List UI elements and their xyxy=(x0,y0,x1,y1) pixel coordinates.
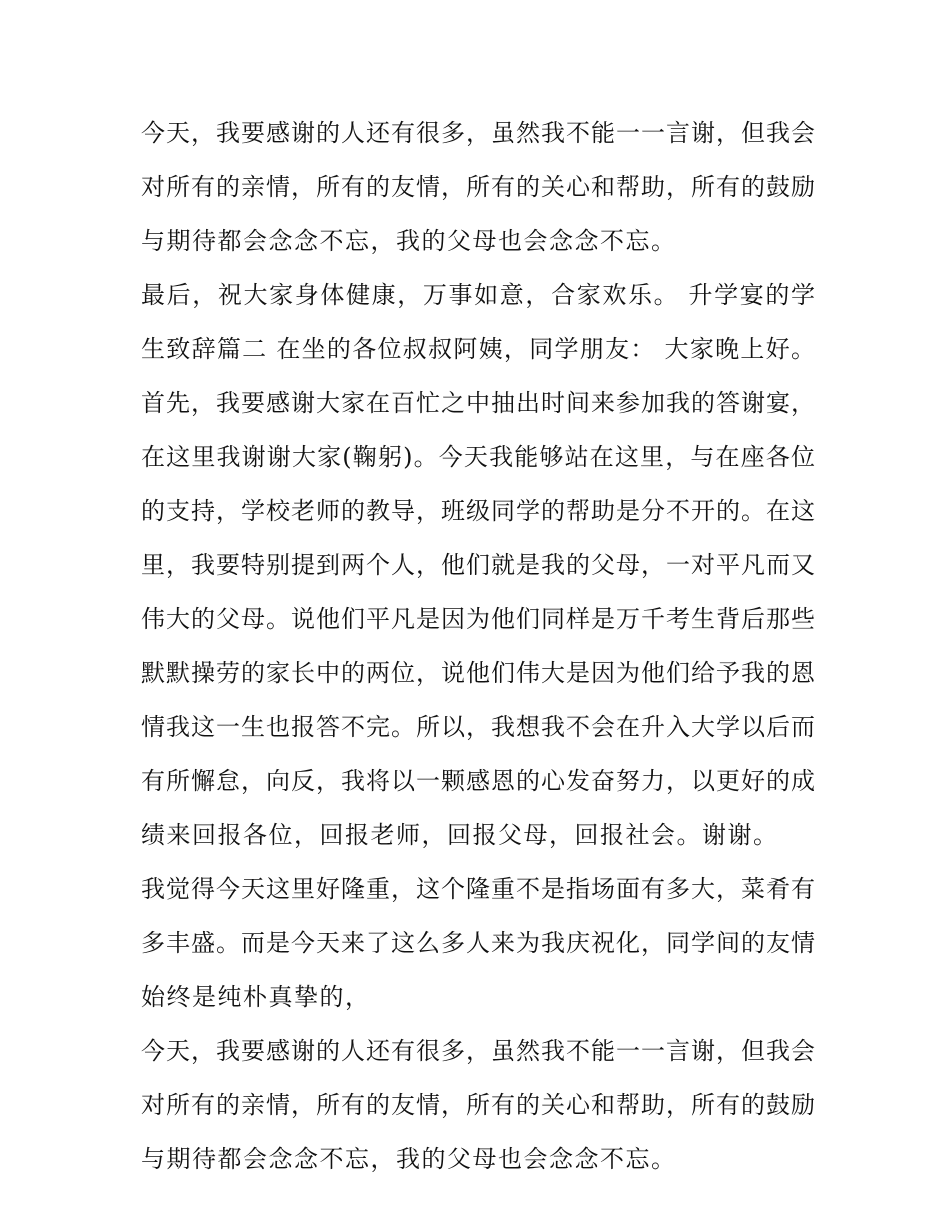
text-line: 的支持，学校老师的教导，班级同学的帮助是分不开的。在这 xyxy=(141,497,815,525)
text-line: 与期待都会念念不忘，我的父母也会念念不忘。 xyxy=(141,1145,677,1173)
text-line: 绩来回报各位，回报老师，回报父母，回报社会。谢谢。 xyxy=(141,821,779,849)
text-line: 在这里我谢谢大家(鞠躬)。今天我能够站在这里，与在座各位 xyxy=(141,443,815,471)
text-line: 多丰盛。而是今天来了这么多人来为我庆祝化，同学间的友情 xyxy=(141,929,815,957)
text-line: 今天，我要感谢的人还有很多，虽然我不能一一言谢，但我会 xyxy=(141,1037,815,1065)
text-line: 始终是纯朴真挚的， xyxy=(141,983,371,1011)
text-line: 首先，我要感谢大家在百忙之中抽出时间来参加我的答谢宴， xyxy=(141,389,815,417)
text-line: 与期待都会念念不忘，我的父母也会念念不忘。 xyxy=(141,227,677,255)
text-line: 有所懈怠，向反，我将以一颗感恩的心发奋努力，以更好的成 xyxy=(141,767,815,795)
text-line: 我觉得今天这里好隆重，这个隆重不是指场面有多大，菜肴有 xyxy=(141,875,815,903)
text-line: 里，我要特别提到两个人，他们就是我的父母，一对平凡而又 xyxy=(141,551,815,579)
text-line: 今天，我要感谢的人还有很多，虽然我不能一一言谢，但我会 xyxy=(141,119,815,147)
text-line: 生致辞篇二 在坐的各位叔叔阿姨，同学朋友： 大家晚上好。 xyxy=(141,335,815,363)
body-text xyxy=(141,106,815,1186)
text-line: 对所有的亲情，所有的友情，所有的关心和帮助，所有的鼓励 xyxy=(141,1091,815,1119)
text-line: 最后，祝大家身体健康，万事如意，合家欢乐。 升学宴的学 xyxy=(141,281,815,309)
text-line: 默默操劳的家长中的两位，说他们伟大是因为他们给予我的恩 xyxy=(141,659,815,687)
text-line: 对所有的亲情，所有的友情，所有的关心和帮助，所有的鼓励 xyxy=(141,173,815,201)
text-line: 伟大的父母。说他们平凡是因为他们同样是万千考生背后那些 xyxy=(141,605,815,633)
text-line: 情我这一生也报答不完。所以，我想我不会在升入大学以后而 xyxy=(141,713,815,741)
